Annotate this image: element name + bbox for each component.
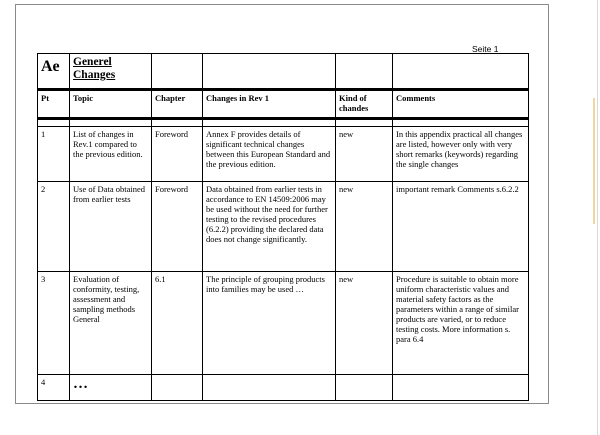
cell-topic: Evaluation of conformity, testing, assessment and sampling methods General <box>70 272 152 375</box>
document-code: Ae <box>38 54 70 90</box>
header-chapter: Chapter <box>152 90 203 119</box>
cell-pt: 1 <box>38 127 70 182</box>
spacer-cell <box>70 119 152 127</box>
document-title <box>70 54 152 90</box>
cell-chapter: Foreword <box>152 127 203 182</box>
cell-pt: 4 <box>38 375 70 401</box>
title-empty-cell <box>203 54 336 90</box>
cell-comments <box>393 375 529 401</box>
cell-changes: Annex F provides details of significant technical changes between this European Standard and the previous edition. <box>203 127 336 182</box>
header-changes: Changes in Rev 1 <box>203 90 336 119</box>
spacer-row <box>38 119 529 127</box>
header-topic: Topic <box>70 90 152 119</box>
cell-chapter <box>152 375 203 401</box>
title-empty-cell <box>336 54 393 90</box>
title-empty-cell <box>152 54 203 90</box>
margin-highlight-mark <box>593 98 595 224</box>
spacer-cell <box>152 119 203 127</box>
cell-comments: important remark Comments s.6.2.2 <box>393 182 529 272</box>
cell-topic-ellipsis: … <box>70 375 152 401</box>
page-number: Seite 1 <box>472 44 499 54</box>
cell-chapter: 6.1 <box>152 272 203 375</box>
title-line-1: Generel <box>73 56 112 68</box>
cell-kind: new <box>336 127 393 182</box>
cell-pt: 2 <box>38 182 70 272</box>
page-edge-line <box>597 0 598 435</box>
cell-comments: Procedure is suitable to obtain more uniform characteristic values and material safety factors as the parameters within a range of similar products are varied, or to reduce testing costs. More information s. para 6.4 <box>393 272 529 375</box>
spacer-cell <box>393 119 529 127</box>
changes-table <box>37 53 529 401</box>
header-row <box>38 90 529 119</box>
cell-comments: In this appendix practical all changes are listed, however only with very short remarks (keywords) regarding the single changes <box>393 127 529 182</box>
cell-changes: The principle of grouping products into families may be used … <box>203 272 336 375</box>
table-row <box>38 127 529 182</box>
cell-pt: 3 <box>38 272 70 375</box>
table-row <box>38 272 529 375</box>
spacer-cell <box>38 119 70 127</box>
header-comments: Comments <box>393 90 529 119</box>
cell-kind <box>336 375 393 401</box>
cell-topic: List of changes in Rev.1 compared to the previous edition. <box>70 127 152 182</box>
cell-changes: Data obtained from earlier tests in accordance to EN 14509:2006 may be used without the need for further testing to the revised procedures (6.2.2) providing the declared data does not change significantly. <box>203 182 336 272</box>
title-empty-cell <box>393 54 529 90</box>
table-row <box>38 375 529 401</box>
cell-chapter: Foreword <box>152 182 203 272</box>
cell-kind: new <box>336 272 393 375</box>
cell-changes <box>203 375 336 401</box>
title-row <box>38 54 529 90</box>
cell-topic: Use of Data obtained from earlier tests <box>70 182 152 272</box>
title-line-2: Changes <box>73 69 116 81</box>
spacer-cell <box>203 119 336 127</box>
header-pt: Pt <box>38 90 70 119</box>
header-kind: Kind of chandes <box>336 90 393 119</box>
spacer-cell <box>336 119 393 127</box>
table-row <box>38 182 529 272</box>
cell-kind: new <box>336 182 393 272</box>
